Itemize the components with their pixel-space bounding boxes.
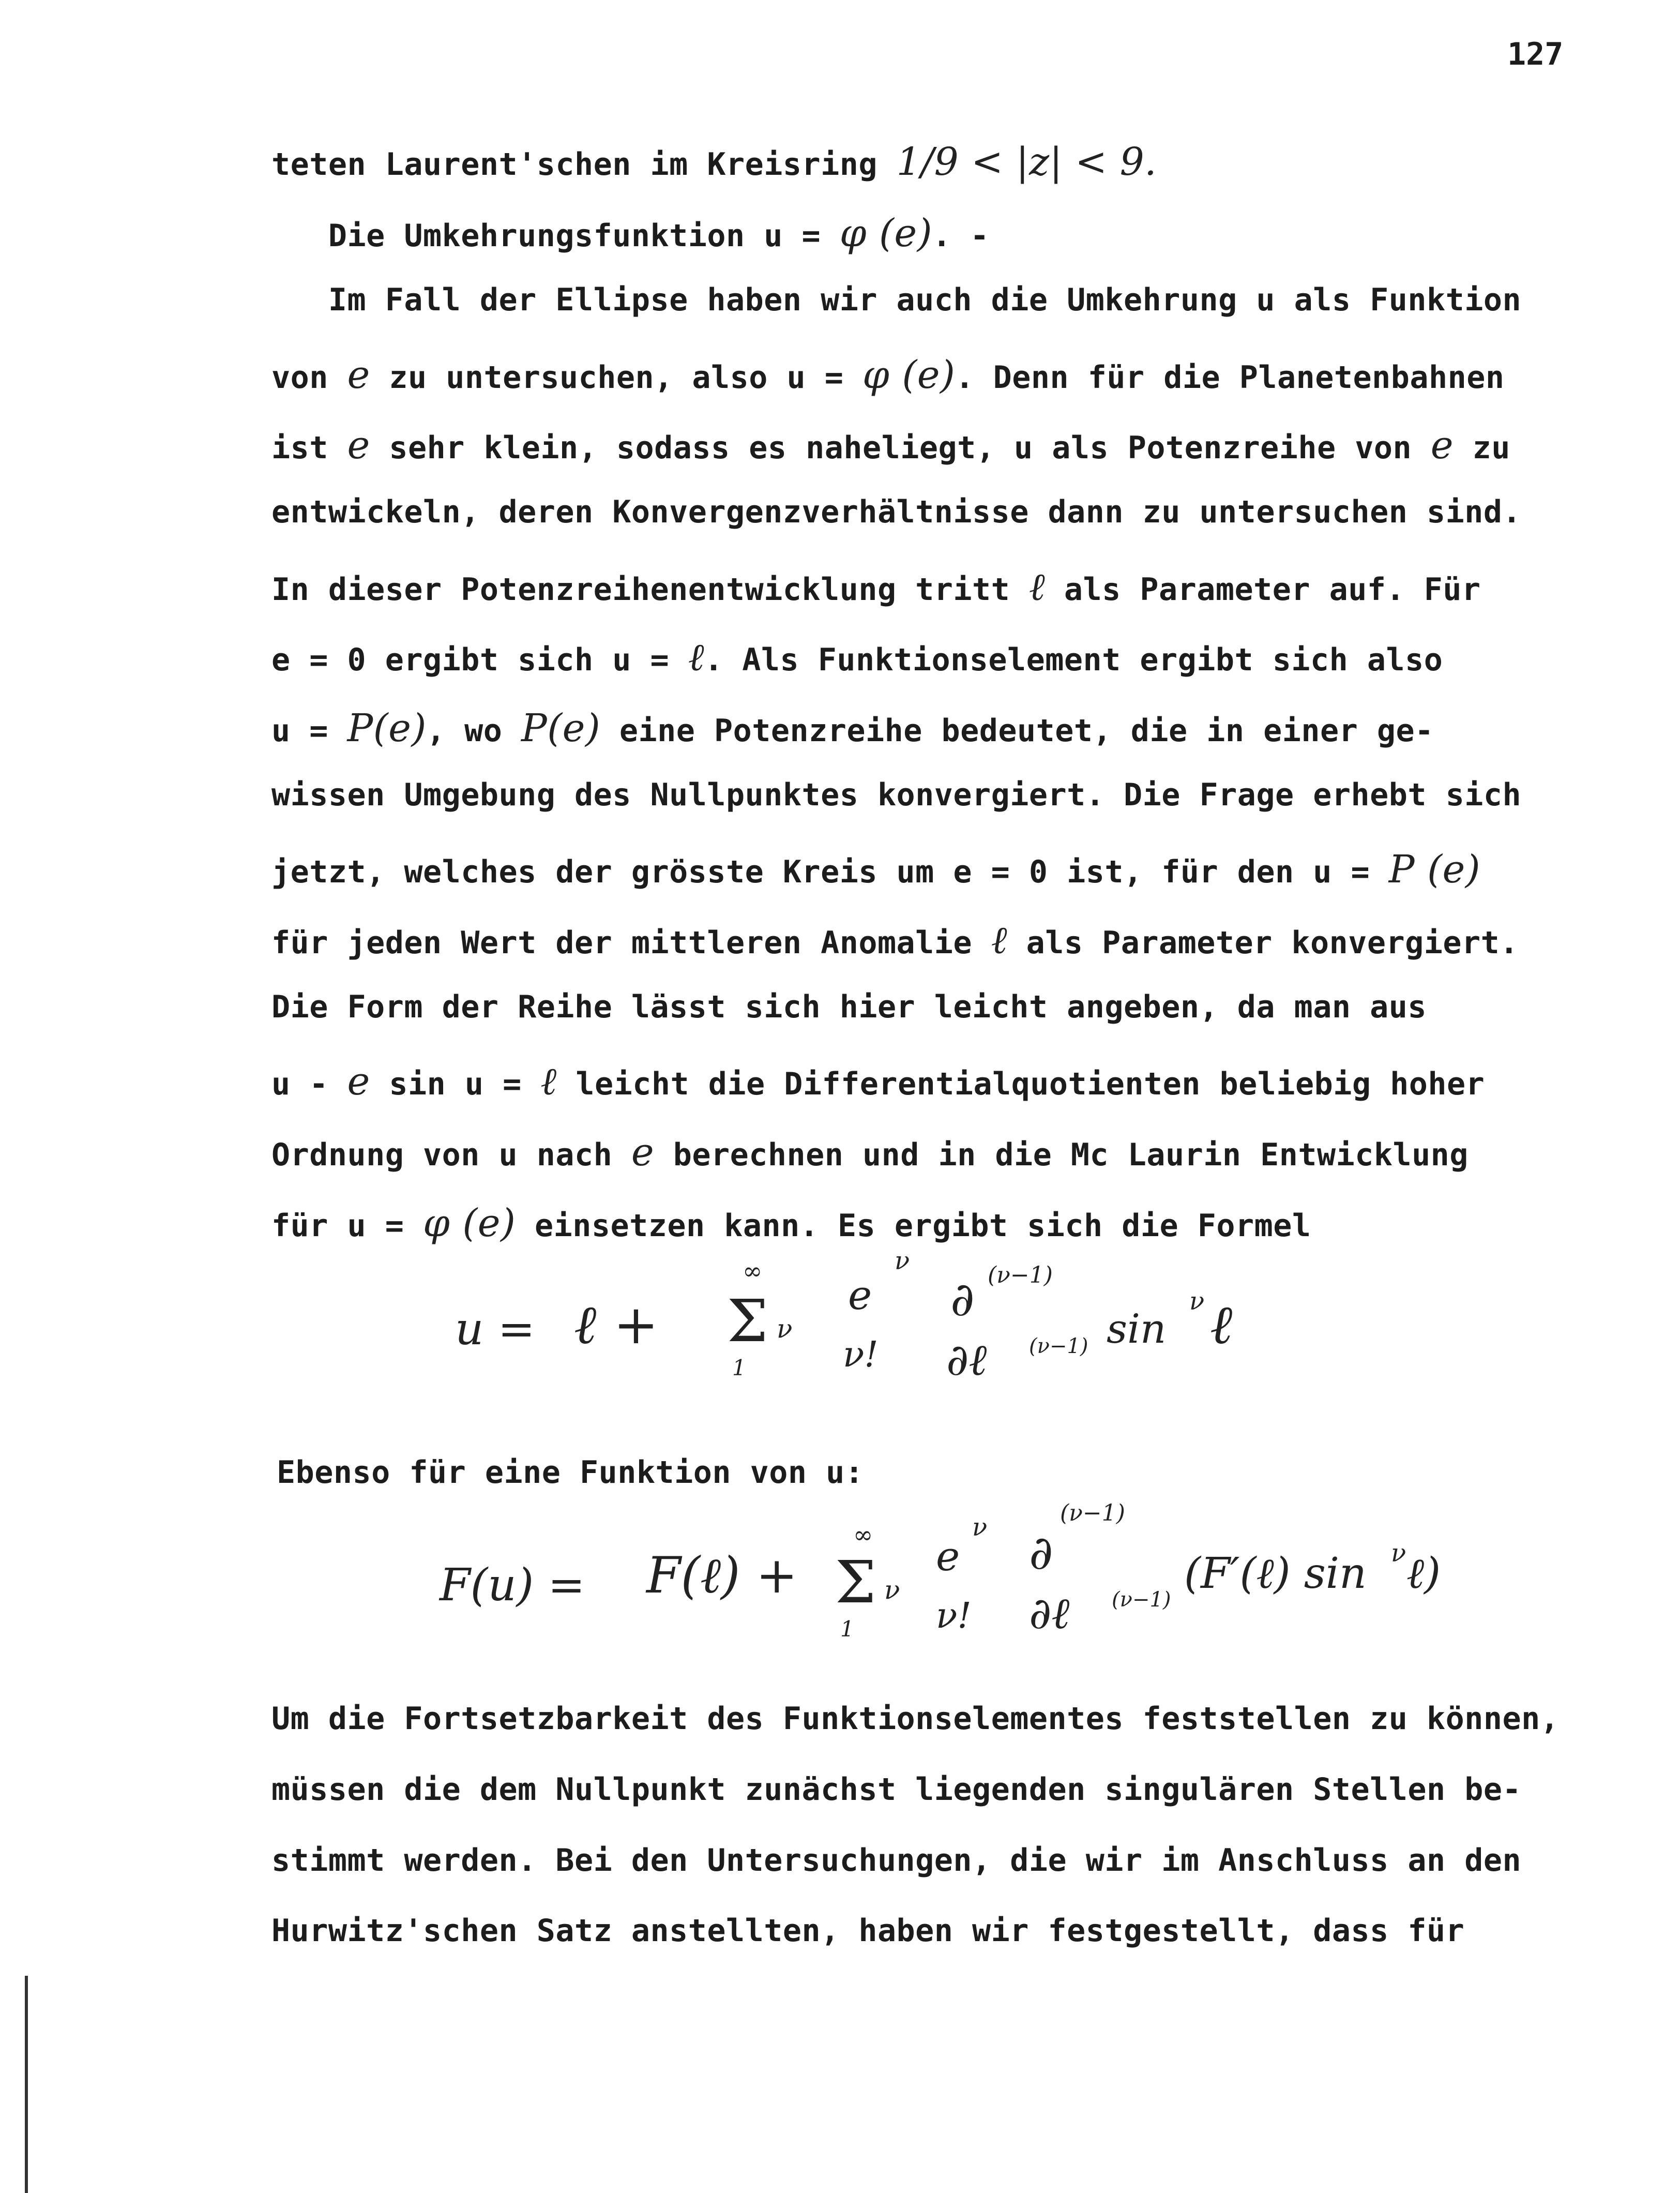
line-text: Ordnung von u nach <box>271 1137 631 1173</box>
line-text: eine Potenzreihe bedeutet, die in einer ge- <box>600 713 1434 749</box>
handwritten-P-e: P (e) <box>1388 847 1481 892</box>
text-line <box>271 918 1519 963</box>
text-line <box>271 565 1481 610</box>
sum-index: ν <box>777 1314 793 1344</box>
line-text: , wo <box>426 713 521 749</box>
text-line <box>271 635 1443 680</box>
text-line: müssen die dem Nullpunkt zunächst liegenden singulären Stellen be- <box>271 1771 1522 1808</box>
derivative-numerator: ∂ <box>950 1272 975 1327</box>
text-line: Um die Fortsetzbarkeit des Funktionselementes feststellen zu können, <box>271 1701 1560 1737</box>
formula-term: F(ℓ) + <box>646 1546 798 1604</box>
line-text: zu untersuchen, also u = <box>370 359 862 396</box>
line-text: . - <box>932 218 989 254</box>
line-text: teten Laurent'schen im Kreisring <box>271 146 897 183</box>
line-text: . Denn für die Planetenbahnen <box>955 359 1505 396</box>
text-line <box>271 494 1521 530</box>
handwritten-phi-e: φ (e) <box>839 211 933 256</box>
derivative-denominator: ∂ℓ <box>946 1334 987 1385</box>
line-text: leicht die Differentialquotienten beliebig hoher <box>556 1066 1485 1102</box>
sum-upper-limit: ∞ <box>743 1257 763 1285</box>
page-number: 127 <box>1507 36 1564 72</box>
sine-exponent: ν <box>1391 1539 1406 1568</box>
text-line <box>271 989 1427 1025</box>
derivative-order: (ν−1) <box>1060 1500 1125 1526</box>
line-text: Die Umkehrungsfunktion u = <box>271 218 840 254</box>
text-line: stimmt werden. Bei den Untersuchungen, die wir im Anschluss an den <box>271 1842 1522 1879</box>
handwritten-e: e <box>347 423 370 468</box>
derivative-order: (ν−1) <box>988 1262 1053 1288</box>
fraction-numerator: e <box>848 1272 872 1319</box>
text-line <box>271 282 1521 318</box>
text-line <box>271 1059 1485 1104</box>
handwritten-e: e <box>347 1059 370 1104</box>
sum-index: ν <box>884 1575 900 1605</box>
line-text: von <box>271 359 347 396</box>
text-line <box>271 140 1157 184</box>
derivative-denominator: ∂ℓ <box>1029 1588 1070 1639</box>
text-line <box>271 423 1510 468</box>
derivative-denominator-order: (ν−1) <box>1029 1334 1088 1358</box>
line-text: für u = <box>271 1208 423 1244</box>
line-text: . Als Funktionselement ergibt sich also <box>704 642 1443 678</box>
handwritten-phi-e: φ (e) <box>862 353 956 397</box>
sum-lower-limit: 1 <box>840 1616 854 1642</box>
line-text: sin u = <box>370 1066 541 1102</box>
line-text: In dieser Potenzreihenentwicklung tritt <box>271 572 1029 608</box>
line-text: entwickeln, deren Konvergenzverhältnisse dann zu untersuchen sind. <box>271 494 1522 530</box>
formula-end: ℓ <box>1210 1293 1233 1356</box>
derivative-denominator-order: (ν−1) <box>1112 1588 1171 1612</box>
line-text: Im Fall der Ellipse haben wir auch die Umkehrung u als Funktion <box>271 282 1522 318</box>
binding-edge <box>25 1976 28 2193</box>
text-line <box>271 847 1480 892</box>
handwritten-l: ℓ <box>540 1059 557 1104</box>
text-line: Hurwitz'schen Satz anstellten, haben wir festgestellt, dass für <box>271 1913 1465 1949</box>
line-text: berechnen und in die Mc Laurin Entwicklung <box>654 1137 1469 1173</box>
text-line <box>271 1130 1469 1175</box>
sum-upper-limit: ∞ <box>853 1521 873 1549</box>
line-text: sehr klein, sodass es naheliegt, u als Potenzreihe von <box>370 430 1431 466</box>
line-text: ist <box>271 430 347 466</box>
formula-end: ℓ) <box>1406 1549 1441 1598</box>
line-text: Die Form der Reihe lässt sich hier leicht angeben, da man aus <box>271 989 1427 1025</box>
text-line <box>271 211 989 256</box>
derivative-argument: (F′(ℓ) sin <box>1184 1549 1367 1598</box>
handwritten-e: e <box>1430 423 1454 468</box>
line-text: als Parameter konvergiert. <box>1007 925 1519 961</box>
handwritten-phi-e: φ (e) <box>422 1201 516 1245</box>
line-text: wissen Umgebung des Nullpunktes konvergiert. Die Frage erhebt sich <box>271 777 1522 813</box>
line-text: e = 0 ergibt sich u = <box>271 642 688 678</box>
sine-exponent: ν <box>1189 1287 1205 1316</box>
line-text: zu <box>1453 430 1510 466</box>
sine-function: sin <box>1107 1306 1167 1353</box>
text-line <box>271 353 1504 397</box>
sum-sign: Σ <box>835 1549 876 1616</box>
fraction-numerator: e <box>936 1534 960 1580</box>
line-text: für jeden Wert der mittleren Anomalie <box>271 925 991 961</box>
fraction-denominator: ν! <box>843 1334 879 1375</box>
text-line: Ebenso für eine Funktion von u: <box>277 1454 864 1491</box>
handwritten-l: ℓ <box>688 635 705 680</box>
formula-term: ℓ + <box>574 1293 659 1356</box>
handwritten-e: e <box>631 1130 655 1175</box>
text-line <box>271 777 1521 813</box>
fraction-exponent: ν <box>895 1246 910 1275</box>
line-text: jetzt, welches der grösste Kreis um e = 0 ist, für den u = <box>271 854 1389 890</box>
derivative-numerator: ∂ <box>1029 1526 1053 1580</box>
formula-lhs: F(u) = <box>440 1559 585 1611</box>
line-text: u - <box>271 1066 347 1102</box>
handwritten-inequality: 1/9 < |z| < 9. <box>896 140 1157 184</box>
handwritten-P-e: P(e) <box>347 706 427 750</box>
line-text: einsetzen kann. Es ergibt sich die Formel <box>516 1208 1311 1244</box>
line-text: als Parameter auf. Für <box>1045 572 1481 608</box>
text-line <box>271 1201 1311 1245</box>
handwritten-l: ℓ <box>1028 565 1046 609</box>
fraction-denominator: ν! <box>936 1596 972 1636</box>
handwritten-e: e <box>347 353 370 397</box>
handwritten-l: ℓ <box>991 918 1008 963</box>
handwritten-P-e: P(e) <box>521 706 601 750</box>
fraction-exponent: ν <box>972 1513 988 1542</box>
sum-sign: Σ <box>727 1288 768 1355</box>
sum-lower-limit: 1 <box>732 1355 746 1380</box>
formula-lhs: u = <box>455 1303 535 1355</box>
text-line <box>271 706 1434 750</box>
line-text: u = <box>271 713 347 749</box>
